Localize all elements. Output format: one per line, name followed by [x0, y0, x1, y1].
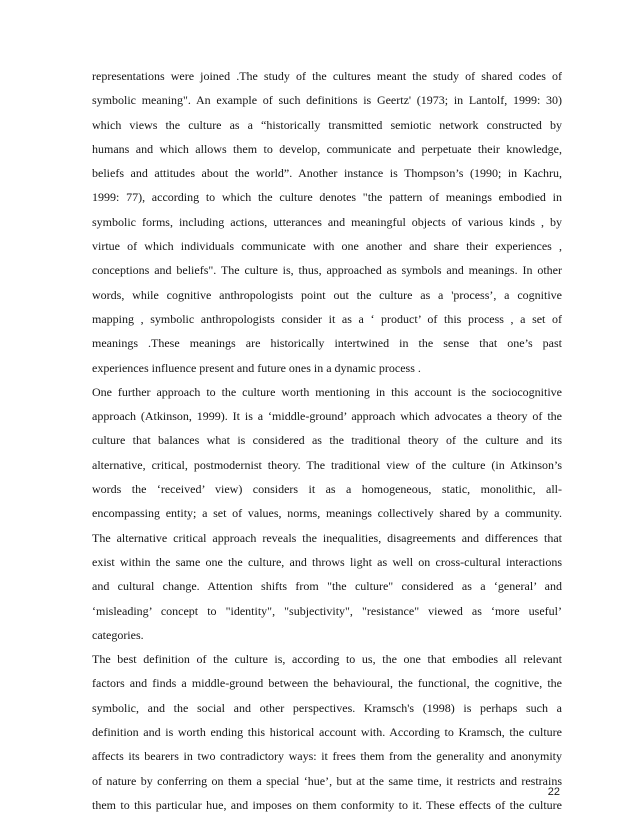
text-line: them to this particular hue, and imposes on them conformity to it. These effects of the culture — [92, 797, 562, 812]
text-line: symbolic forms, including actions, utterances and meaningful objects of various kinds , by — [92, 214, 562, 229]
text-line: definition and is worth ending this historical account with. According to Kramsch, the culture — [92, 725, 562, 740]
text-line: One further approach to the culture worth mentioning in this account is the sociocognitive — [92, 384, 562, 399]
text-line: which views the culture as a “historically transmitted semiotic network constructed by — [92, 117, 562, 132]
text-line: beliefs and attitudes about the world”. Another instance is Thompson’s (1990; in Kachru, — [92, 166, 562, 181]
text-line: affects its bearers in two contradictory ways: it frees them from the generality and anonymity — [92, 749, 562, 764]
text-line: words, while cognitive anthropologists point out the culture as a 'process’, a cognitive — [92, 287, 562, 302]
text-line: The best definition of the culture is, according to us, the one that embodies all relevant — [92, 652, 562, 667]
body-text — [92, 64, 562, 817]
page-number: 22 — [547, 786, 560, 798]
text-line: categories. — [92, 627, 144, 642]
text-line: 1999: 77), according to which the culture denotes "the pattern of meanings embodied in — [92, 190, 562, 205]
text-line: ‘misleading’ concept to "identity", "subjectivity", "resistance" viewed as ‘more useful’ — [92, 603, 562, 618]
text-line: factors and finds a middle-ground between the behavioural, the functional, the cognitive, the — [92, 676, 562, 691]
text-line: conceptions and beliefs". The culture is, thus, approached as symbols and meanings. In other — [92, 263, 562, 278]
text-line: meanings .These meanings are historically intertwined in the sense that one’s past — [92, 336, 562, 351]
text-line: culture that balances what is considered as the traditional theory of the culture and its — [92, 433, 562, 448]
text-line: symbolic, and the social and other perspectives. Kramsch's (1998) is perhaps such a — [92, 700, 562, 715]
text-line: of nature by conferring on them a special ‘hue’, but at the same time, it restricts and restrains — [92, 773, 562, 788]
text-line: humans and which allows them to develop, communicate and perpetuate their knowledge, — [92, 141, 562, 156]
text-line: encompassing entity; a set of values, norms, meanings collectively shared by a community. — [92, 506, 562, 521]
text-line: exist within the same one the culture, and throws light as well on cross-cultural interactions — [92, 554, 562, 569]
text-line: mapping , symbolic anthropologists consider it as a ‘ product’ of this process , a set of — [92, 311, 562, 326]
text-line: symbolic meaning". An example of such definitions is Geertz' (1973; in Lantolf, 1999: 30) — [92, 93, 562, 108]
text-line: The alternative critical approach reveals the inequalities, disagreements and differences that — [92, 530, 562, 545]
text-line: words the ‘received’ view) considers it as a homogeneous, static, monolithic, all- — [92, 482, 562, 497]
text-line: and cultural change. Attention shifts from "the culture" considered as a ‘general’ and — [92, 579, 562, 594]
text-line: alternative, critical, postmodernist theory. The traditional view of the culture (in Atkinson’s — [92, 457, 562, 472]
text-line: experiences influence present and future ones in a dynamic process . — [92, 360, 421, 375]
text-line: approach (Atkinson, 1999). It is a ‘middle-ground’ approach which advocates a theory of the — [92, 409, 562, 424]
text-line: representations were joined .The study of the cultures meant the study of shared codes of — [92, 69, 562, 83]
text-line: virtue of which individuals communicate with one another and share their experiences , — [92, 239, 562, 254]
